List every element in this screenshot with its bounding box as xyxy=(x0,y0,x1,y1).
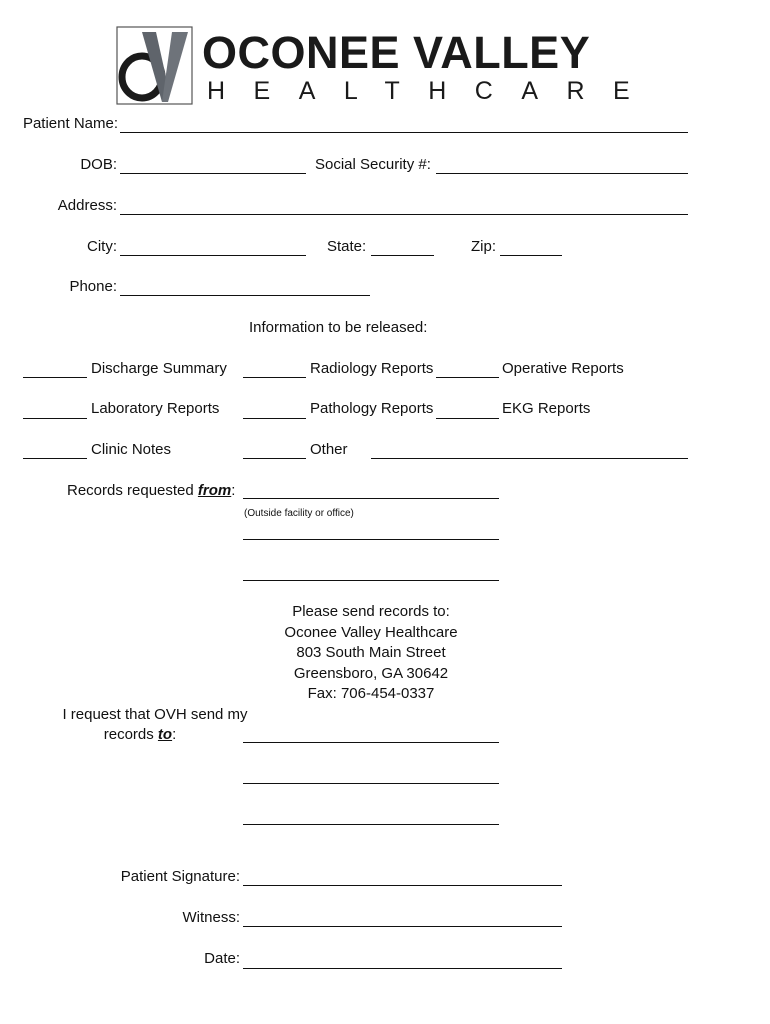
logo-subtitle: HEALTHCARE xyxy=(207,77,659,105)
logo-title: OCONEE VALLEY xyxy=(202,27,591,78)
ekg-reports-checkbox[interactable] xyxy=(436,418,499,419)
ssn-field[interactable] xyxy=(436,173,688,174)
state-label: State: xyxy=(327,238,367,255)
dob-label: DOB: xyxy=(80,156,117,173)
records-from-line-1[interactable] xyxy=(243,498,499,499)
city-label: City: xyxy=(87,238,117,255)
records-from-line-3[interactable] xyxy=(243,580,499,581)
records-to-line-3[interactable] xyxy=(243,824,499,825)
records-to-line-2[interactable] xyxy=(243,783,499,784)
patient-signature-field[interactable] xyxy=(243,885,562,886)
discharge-summary-checkbox[interactable] xyxy=(23,377,87,378)
send-records-heading: Please send records to: xyxy=(292,603,450,620)
to-emphasis: to xyxy=(157,726,173,743)
other-specify-field[interactable] xyxy=(371,458,688,459)
option-clinic-notes: Clinic Notes xyxy=(91,441,172,458)
zip-label: Zip: xyxy=(471,238,497,255)
request-send-label-line1: I request that OVH send my xyxy=(62,706,248,723)
other-checkbox[interactable] xyxy=(243,458,306,459)
clinic-notes-checkbox[interactable] xyxy=(23,458,87,459)
option-laboratory-reports: Laboratory Reports xyxy=(91,400,220,417)
dob-field[interactable] xyxy=(120,173,306,174)
from-emphasis: from xyxy=(197,482,232,499)
date-label: Date: xyxy=(204,950,240,967)
state-field[interactable] xyxy=(371,255,434,256)
option-discharge-summary: Discharge Summary xyxy=(91,360,227,377)
request-send-label-line2: records to: xyxy=(103,726,177,743)
laboratory-reports-checkbox[interactable] xyxy=(23,418,87,419)
send-records-org: Oconee Valley Healthcare xyxy=(284,624,458,641)
patient-signature-label: Patient Signature: xyxy=(120,868,240,885)
release-heading: Information to be released: xyxy=(249,319,428,336)
outside-facility-note: (Outside facility or office) xyxy=(244,508,354,519)
patient-name-field[interactable] xyxy=(120,132,688,133)
option-ekg-reports: EKG Reports xyxy=(502,400,591,417)
phone-field[interactable] xyxy=(120,295,370,296)
date-field[interactable] xyxy=(243,968,562,969)
send-records-fax: Fax: 706-454-0337 xyxy=(307,685,435,702)
records-from-label: Records requested from: xyxy=(67,482,236,499)
patient-name-label: Patient Name: xyxy=(22,115,118,132)
radiology-reports-checkbox[interactable] xyxy=(243,377,306,378)
witness-field[interactable] xyxy=(243,926,562,927)
option-operative-reports: Operative Reports xyxy=(502,360,624,377)
option-other: Other xyxy=(310,441,348,458)
phone-label: Phone: xyxy=(69,278,117,295)
records-from-line-2[interactable] xyxy=(243,539,499,540)
zip-field[interactable] xyxy=(500,255,562,256)
send-records-city: Greensboro, GA 30642 xyxy=(293,665,449,682)
records-to-line-1[interactable] xyxy=(243,742,499,743)
ov-logo-mark-icon xyxy=(116,26,194,106)
address-label: Address: xyxy=(57,197,117,214)
option-radiology-reports: Radiology Reports xyxy=(310,360,434,377)
address-field[interactable] xyxy=(120,214,688,215)
pathology-reports-checkbox[interactable] xyxy=(243,418,306,419)
send-records-street: 803 South Main Street xyxy=(296,644,446,661)
city-field[interactable] xyxy=(120,255,306,256)
operative-reports-checkbox[interactable] xyxy=(436,377,499,378)
witness-label: Witness: xyxy=(182,909,240,926)
option-pathology-reports: Pathology Reports xyxy=(310,400,434,417)
ssn-label: Social Security #: xyxy=(315,156,431,173)
